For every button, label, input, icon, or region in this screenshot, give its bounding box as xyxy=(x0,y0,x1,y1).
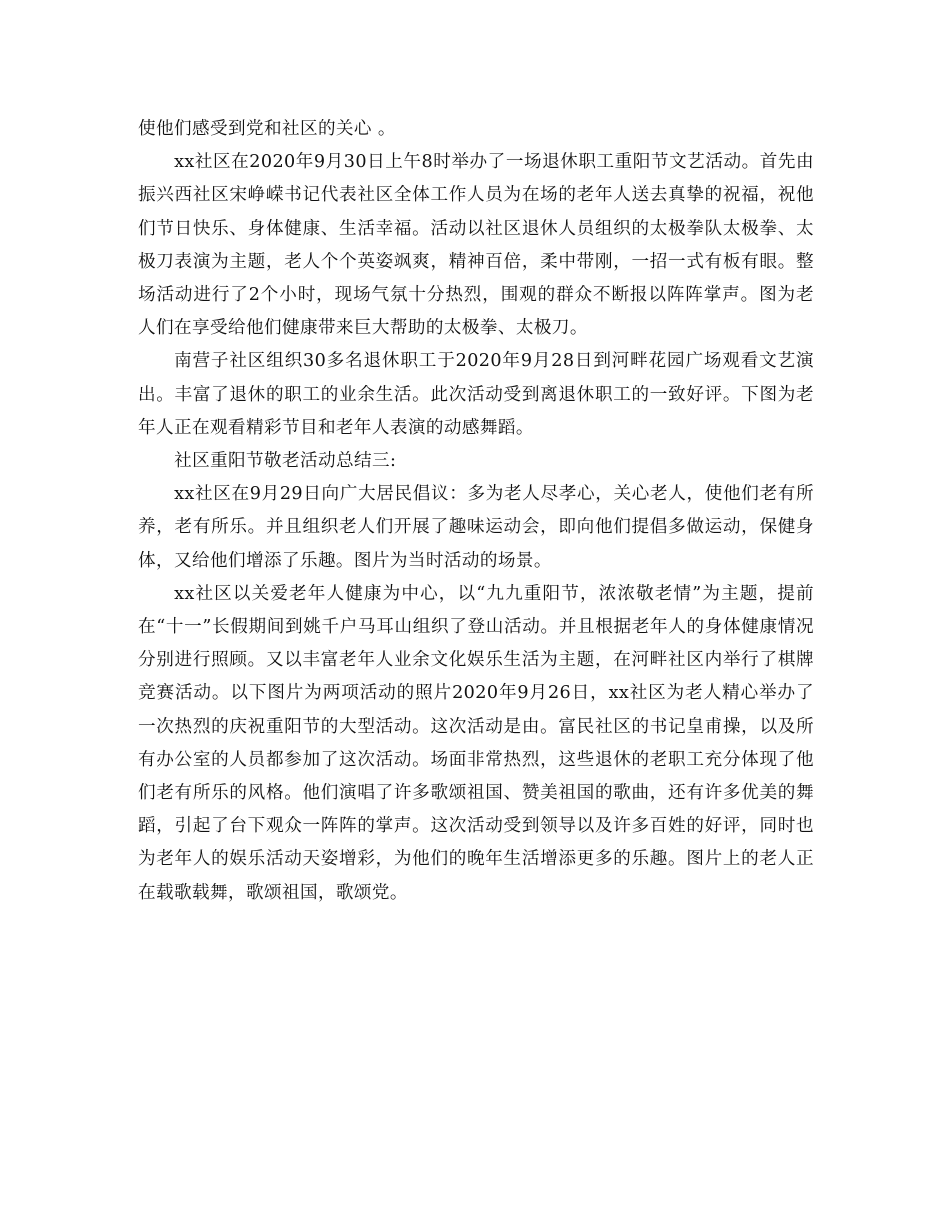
document-body xyxy=(138,113,814,910)
paragraph-xx-community-initiative: xx社区在9月29日向广大居民倡议：多为老人尽孝心，关心老人，使他们老有所养，老有所乐。并且组织老人们开展了趣味运动会，即向他们提倡多做运动，保健身体，又给他们增添了乐趣。图片为当时活动的场景。 xyxy=(138,484,814,571)
paragraph-continuation: 使他们感受到党和社区的关心 。 xyxy=(138,119,396,139)
paragraph-xx-community-health: xx社区以关爱老年人健康为中心，以“九九重阳节，浓浓敬老情”为主题，提前在“十一”长假期间到姚千户马耳山组织了登山活动。并且根据老年人的身体健康情况分别进行照顾。又以丰富老年人业余文化娱乐生活为主题，在河畔社区内举行了棋牌竞赛活动。以下图片为两项活动的照片2020年9月26日，xx社区为老人精心举办了一次热烈的庆祝重阳节的大型活动。这次活动是由。富民社区的书记皇甫操，以及所有办公室的人员都参加了这次活动。场面非常热烈，这些退休的老职工充分体现了他们老有所乐的风格。他们演唱了许多歌颂祖国、赞美祖国的歌曲，还有许多优美的舞蹈，引起了台下观众一阵阵的掌声。这次活动受到领导以及许多百姓的好评，同时也为老年人的娱乐活动天姿增彩，为他们的晚年生活增添更多的乐趣。图片上的老人正在载歌载舞，歌颂祖国，歌颂党。 xyxy=(138,583,814,903)
section-heading-summary-three: 社区重阳节敬老活动总结三: xyxy=(174,451,397,472)
paragraph-xx-community-performance: xx社区在2020年9月30日上午8时举办了一场退休职工重阳节文艺活动。首先由振兴西社区宋峥嵘书记代表社区全体工作人员为在场的老年人送去真挚的祝福，祝他们节日快乐、身体健康、生活幸福。活动以社区退休人员组织的太极拳队太极拳、太极刀表演为主题，老人个个英姿飒爽，精神百倍，柔中带刚，一招一式有板有眼。整场活动进行了2个小时，现场气氛十分热烈，围观的群众不断报以阵阵掌声。图为老人们在享受给他们健康带来巨大帮助的太极拳、太极刀。 xyxy=(138,152,814,339)
paragraph-nanyingzi-community: 南营子社区组织30多名退休职工于2020年9月28日到河畔花园广场观看文艺演出。丰富了退休的职工的业余生活。此次活动受到离退休职工的一致好评。下图为老年人正在观看精彩节目和老年人表演的动感舞蹈。 xyxy=(138,351,814,438)
